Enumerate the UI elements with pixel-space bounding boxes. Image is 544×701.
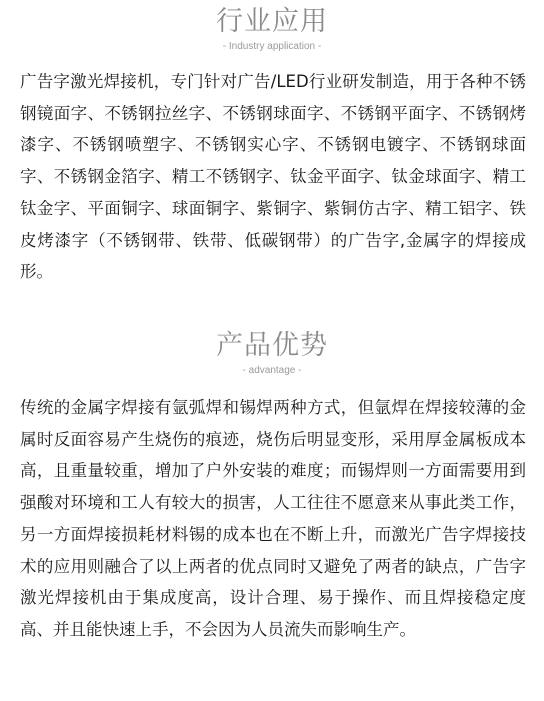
section-subtitle: - advantage - [242,365,302,376]
industry-application-section [0,0,544,282]
section-body-text: 传统的金属字焊接有氩弧焊和锡焊两种方式，但氩焊在焊接较薄的金属时反面容易产生烧伤的痕迹，烧伤后明显变形，采用厚金属板成本高，且重量较重，增加了户外安装的难度；而锡焊则一方面需要用到强酸对环境和工人有较大的损害，人工往往不愿意来从事此类工作，另一方面焊接损耗材料锡的成本也在不断上升，而激光广告字焊接技术的应用则融合了以上两者的优点同时又避免了两者的缺点，广告字激光焊接机由于集成度高，设计合理、易于操作、而且焊接稳定度高、并且能快速上手，不会因为人员流失而影响生产。 [20,398,526,639]
section-subtitle: - Industry application - [222,41,322,52]
section-title: 行业应用 [216,6,328,37]
advantage-section [0,328,544,639]
section-body-text: 广告字激光焊接机，专门针对广告/LED行业研发制造，用于各种不锈钢镜面字、不锈钢拉丝字、不锈钢球面字、不锈钢平面字、不锈钢烤漆字、不锈钢喷塑字、不锈钢实心字、不锈钢电镀字、不锈钢球面字、不锈钢金箔字、精工不锈钢字、钛金平面字、钛金球面字、精工钛金字、平面铜字、球面铜字、紫铜字、紫铜仿古字、精工铝字、铁皮烤漆字（不锈钢带、铁带、低碳钢带）的广告字,金属字的焊接成形。 [20,72,526,282]
section-title: 产品优势 [216,330,328,361]
